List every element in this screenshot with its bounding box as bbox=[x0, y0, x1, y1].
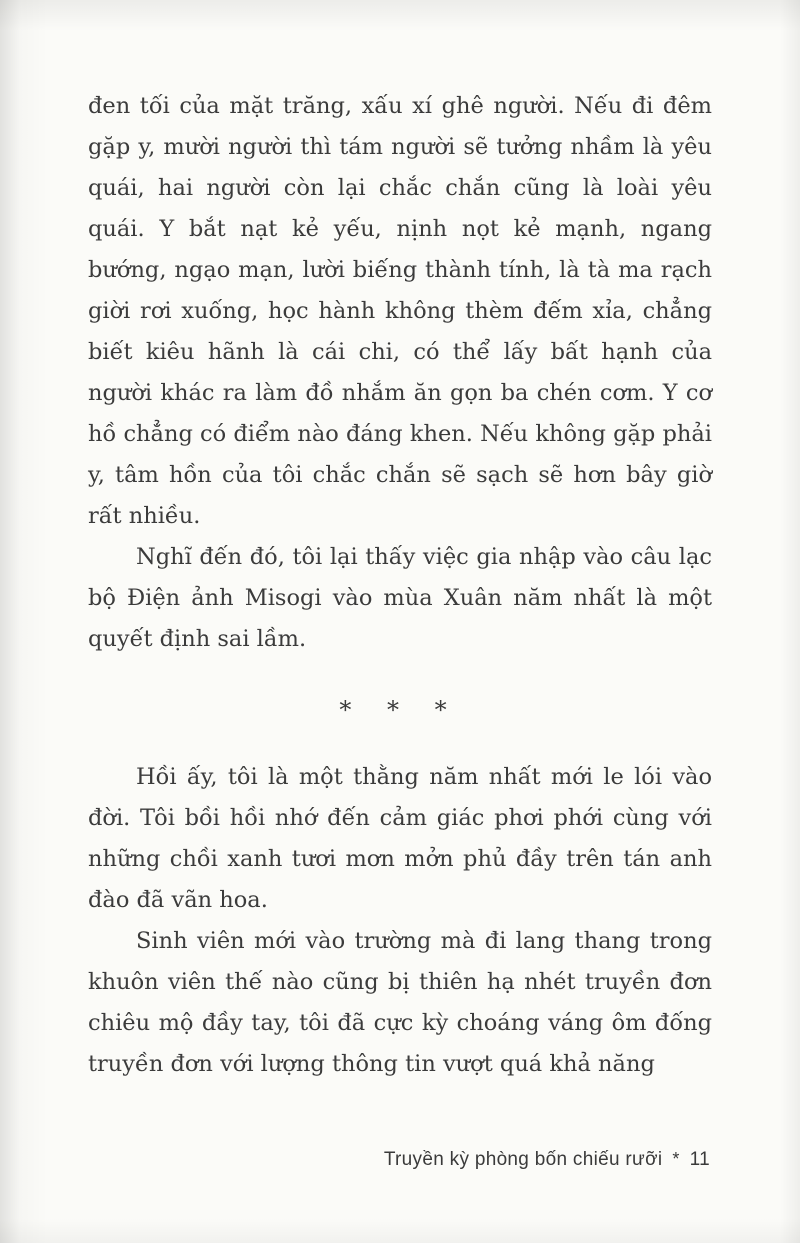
body-text bbox=[88, 86, 712, 1085]
running-title: Truyền kỳ phòng bốn chiếu rưỡi bbox=[383, 1149, 663, 1170]
paragraph: Nghĩ đến đó, tôi lại thấy việc gia nhập vào câu lạc bộ Điện ảnh Misogi vào mùa Xuân năm nhất là một quyết định sai lầm. bbox=[88, 544, 712, 652]
page-footer bbox=[384, 1149, 710, 1171]
section-break-asterisks: * * * bbox=[339, 696, 461, 724]
paragraph: Sinh viên mới vào trường mà đi lang thang trong khuôn viên thế nào cũng bị thiên hạ nhét truyền đơn chiêu mộ đầy tay, tôi đã cực kỳ choáng váng ôm đống truyền đơn với lượng thông tin vượt quá khả năng bbox=[88, 928, 712, 1077]
paragraph: Hồi ấy, tôi là một thằng năm nhất mới le lói vào đời. Tôi bồi hồi nhớ đến cảm giác phơi phới cùng với những chồi xanh tươi mơn mởn phủ đầy trên tán anh đào đã vãn hoa. bbox=[88, 764, 712, 913]
paragraph-continuation: đen tối của mặt trăng, xấu xí ghê người. Nếu đi đêm gặp y, mười người thì tám người sẽ tưởng nhầm là yêu quái, hai người còn lại chắc chắn cũng là loài yêu quái. Y bắt nạt kẻ yếu, nịnh nọt kẻ mạnh, ngang bướng, ngạo mạn, lười biếng thành tính, là tà ma rạch giời rơi xuống, học hành không thèm đếm xỉa, chẳng biết kiêu hãnh là cái chi, có thể lấy bất hạnh của người khác ra làm đồ nhắm ăn gọn ba chén cơm. Y cơ hồ chẳng có điểm nào đáng khen. Nếu không gặp phải y, tâm hồn của tôi chắc chắn sẽ sạch sẽ hơn bây giờ rất nhiều. bbox=[88, 93, 712, 529]
page-number: 11 bbox=[689, 1149, 710, 1170]
star-icon: * bbox=[672, 1149, 680, 1169]
